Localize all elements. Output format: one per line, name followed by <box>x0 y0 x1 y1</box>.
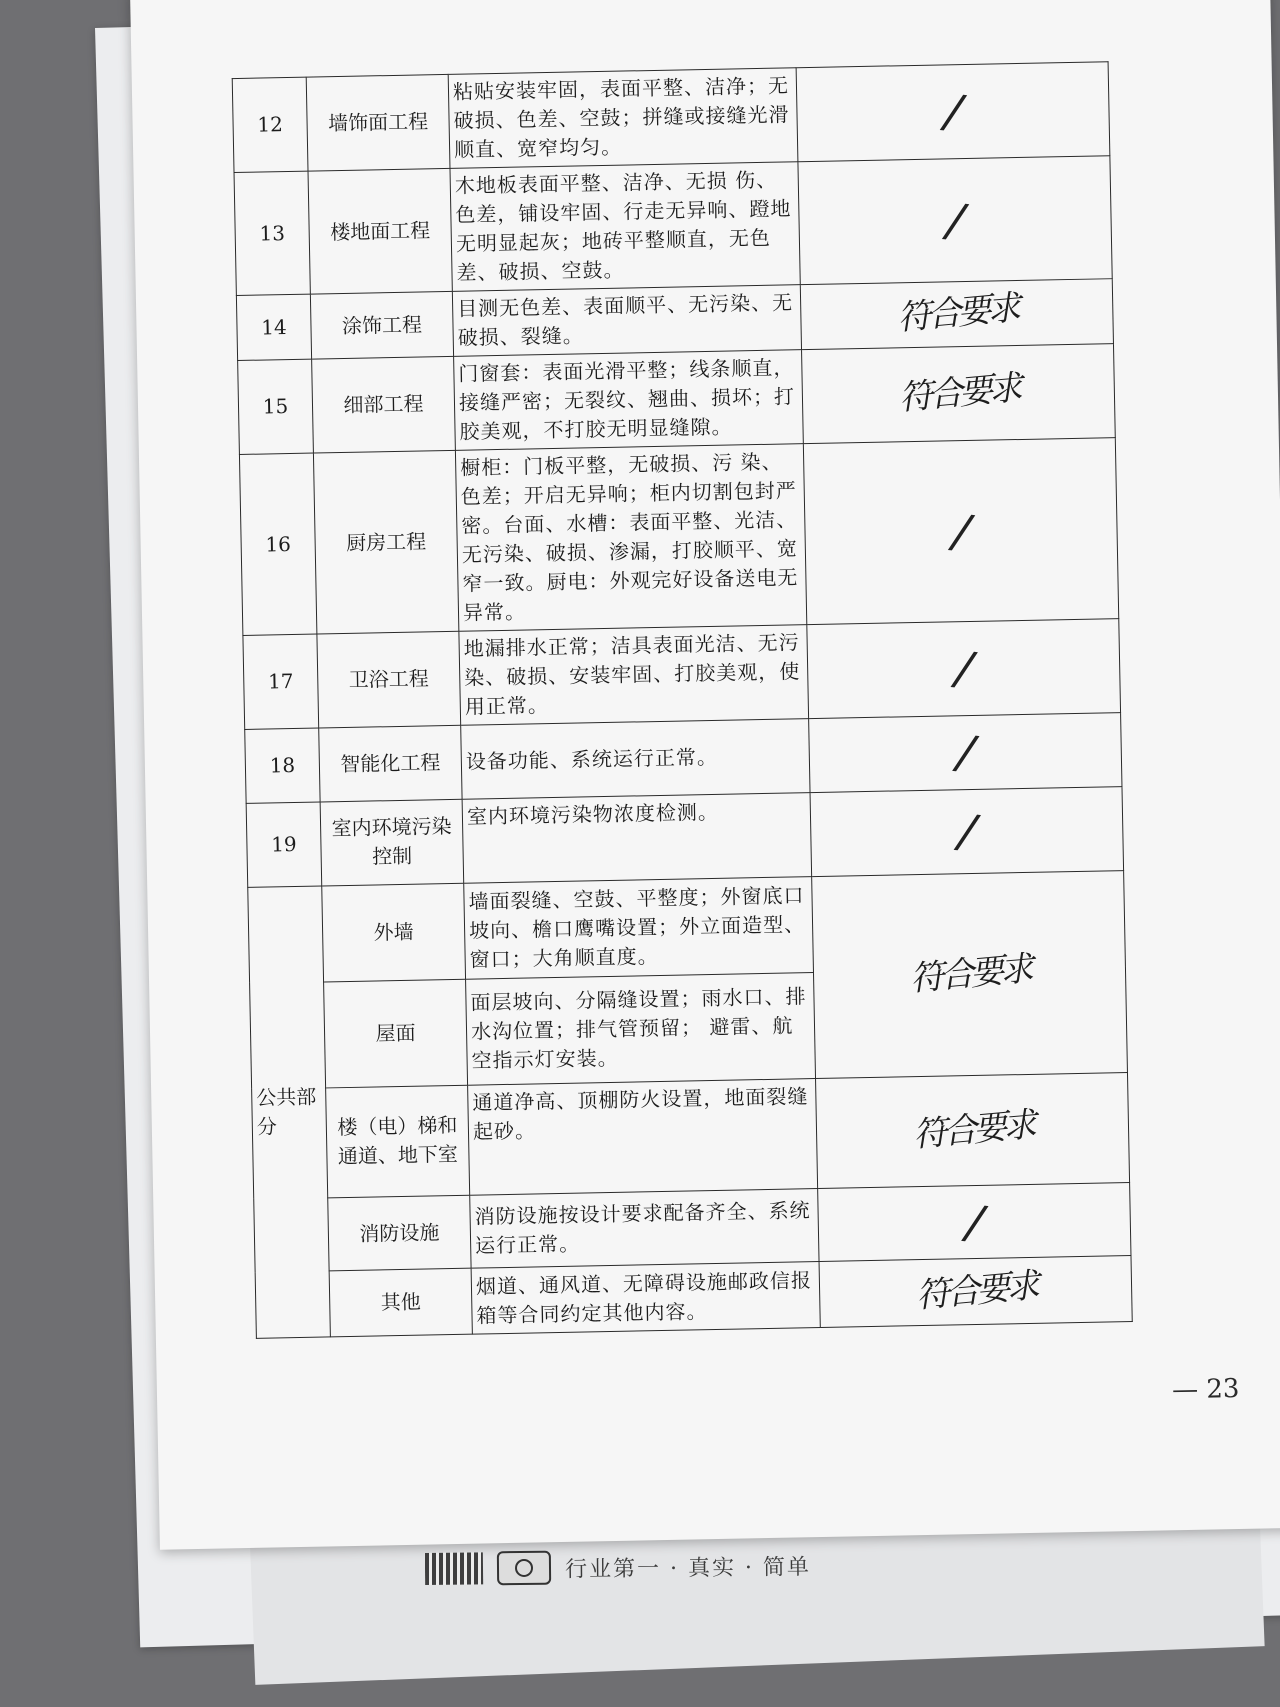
inspection-standard: 门窗套：表面光滑平整；线条顺直，接缝严密；无裂纹、翘曲、损坏；打胶美观，不打胶无明显缝隙。 <box>454 350 804 451</box>
row-number: 17 <box>243 634 319 729</box>
result-mark <box>800 279 1113 350</box>
inspection-standard: 烟道、通风道、无障碍设施邮政信报箱等合同约定其他内容。 <box>471 1262 820 1335</box>
table-row <box>252 1072 1130 1199</box>
item-name: 智能化工程 <box>319 725 462 801</box>
row-number: 16 <box>239 453 316 635</box>
inspection-standard: 木地板表面平整、洁净、无损 伤、色差，铺设牢固、行走无异响、蹬地无明显起灰；地砖平整顺直，无色差、破损、空鼓。 <box>450 162 800 292</box>
result-mark <box>809 713 1122 793</box>
handwritten-signature: 符合要求 <box>910 1104 1035 1155</box>
inspection-standard: 墙面裂缝、空鼓、平整度；外窗底口坡向、檐口鹰嘴设置；外立面造型、窗口；大角顺直度。 <box>464 876 814 979</box>
result-mark <box>818 1182 1131 1262</box>
result-mark <box>798 156 1112 285</box>
handwritten-slash: / <box>944 192 967 248</box>
result-mark <box>807 619 1121 719</box>
table-row <box>238 344 1116 455</box>
result-mark <box>802 344 1116 444</box>
item-name: 室内环境污染控制 <box>320 799 464 886</box>
handwritten-slash: / <box>954 724 977 780</box>
handwritten-signature: 符合要求 <box>895 288 1019 339</box>
item-name: 厨房工程 <box>313 450 458 634</box>
item-name: 楼（电）梯和通道、地下室 <box>326 1085 470 1198</box>
handwritten-slash: / <box>950 503 973 559</box>
row-number: 18 <box>245 728 320 803</box>
result-mark <box>810 786 1124 876</box>
row-number: 14 <box>236 294 311 360</box>
handwritten-slash: / <box>963 1193 986 1250</box>
page-number: — 23 <box>1171 1373 1240 1406</box>
result-mark <box>812 870 1128 1078</box>
handwritten-slash: / <box>952 640 975 697</box>
item-name: 细部工程 <box>312 356 456 453</box>
result-mark <box>819 1256 1132 1328</box>
handwritten-slash: / <box>942 83 964 140</box>
row-number: 12 <box>232 77 308 172</box>
item-name: 消防设施 <box>328 1195 471 1271</box>
handwritten-signature: 符合要求 <box>896 367 1020 419</box>
item-name: 墙饰面工程 <box>306 74 450 171</box>
row-number: 13 <box>234 171 310 295</box>
handwritten-signature: 符合要求 <box>907 948 1032 999</box>
inspection-standard: 粘贴安装牢固，表面平整、洁净；无破损、色差、空鼓；拼缝或接缝光滑顺直、宽窄均匀。 <box>448 68 798 169</box>
inspection-standard: 消防设施按设计要求配备齐全、系统运行正常。 <box>470 1188 819 1268</box>
inspection-standard: 目测无色差、表面顺平、无污染、无破损、裂缝。 <box>452 285 801 357</box>
item-name: 涂饰工程 <box>310 291 453 359</box>
table-row <box>239 438 1118 636</box>
item-name: 屋面 <box>324 979 468 1088</box>
item-name: 楼地面工程 <box>308 168 452 294</box>
item-name: 其他 <box>329 1269 472 1338</box>
inspection-standard: 通道净高、顶棚防火设置，地面裂缝起砂。 <box>468 1078 818 1195</box>
result-mark <box>803 438 1118 625</box>
public-section-label: 公共部分 <box>248 886 331 1339</box>
item-name: 外墙 <box>322 883 466 982</box>
qr-code-icon <box>425 1552 483 1585</box>
handwritten-signature: 符合要求 <box>914 1265 1038 1317</box>
result-mark <box>816 1072 1130 1188</box>
row-number: 15 <box>238 359 314 454</box>
table-row <box>232 62 1110 173</box>
inspection-standard: 橱柜：门板平整，无破损、污 染、色差；开启无异响；柜内切割包封严密。台面、水槽：表面平整、光洁、无污染、破损、渗漏，打胶顺平、宽窄一致。厨电：外观完好设备送电无异常。 <box>455 444 806 632</box>
inspection-standard: 设备功能、系统运行正常。 <box>461 719 810 799</box>
footer-slogan: 行业第一 · 真实 · 简单 <box>564 1554 812 1583</box>
handwritten-slash: / <box>955 803 978 859</box>
camera-icon <box>497 1551 551 1586</box>
inspection-standard: 地漏排水正常；洁具表面光洁、无污染、破损、安装牢固、打胶美观，使用正常。 <box>459 625 809 726</box>
inspection-standard: 室内环境污染物浓度检测。 <box>462 792 812 883</box>
scanner-watermark-footer <box>425 1546 811 1588</box>
acceptance-table-wrapper <box>232 61 1133 1339</box>
document-page <box>130 0 1280 1550</box>
table-row <box>248 870 1126 983</box>
row-number: 19 <box>246 802 322 887</box>
item-name: 卫浴工程 <box>317 631 461 728</box>
table-row <box>234 156 1112 296</box>
table-row <box>243 619 1121 730</box>
acceptance-table <box>232 61 1133 1339</box>
result-mark <box>796 62 1110 162</box>
inspection-standard: 面层坡向、分隔缝设置；雨水口、排水沟位置；排气管预留； 避雷、航空指示灯安装。 <box>466 972 816 1085</box>
